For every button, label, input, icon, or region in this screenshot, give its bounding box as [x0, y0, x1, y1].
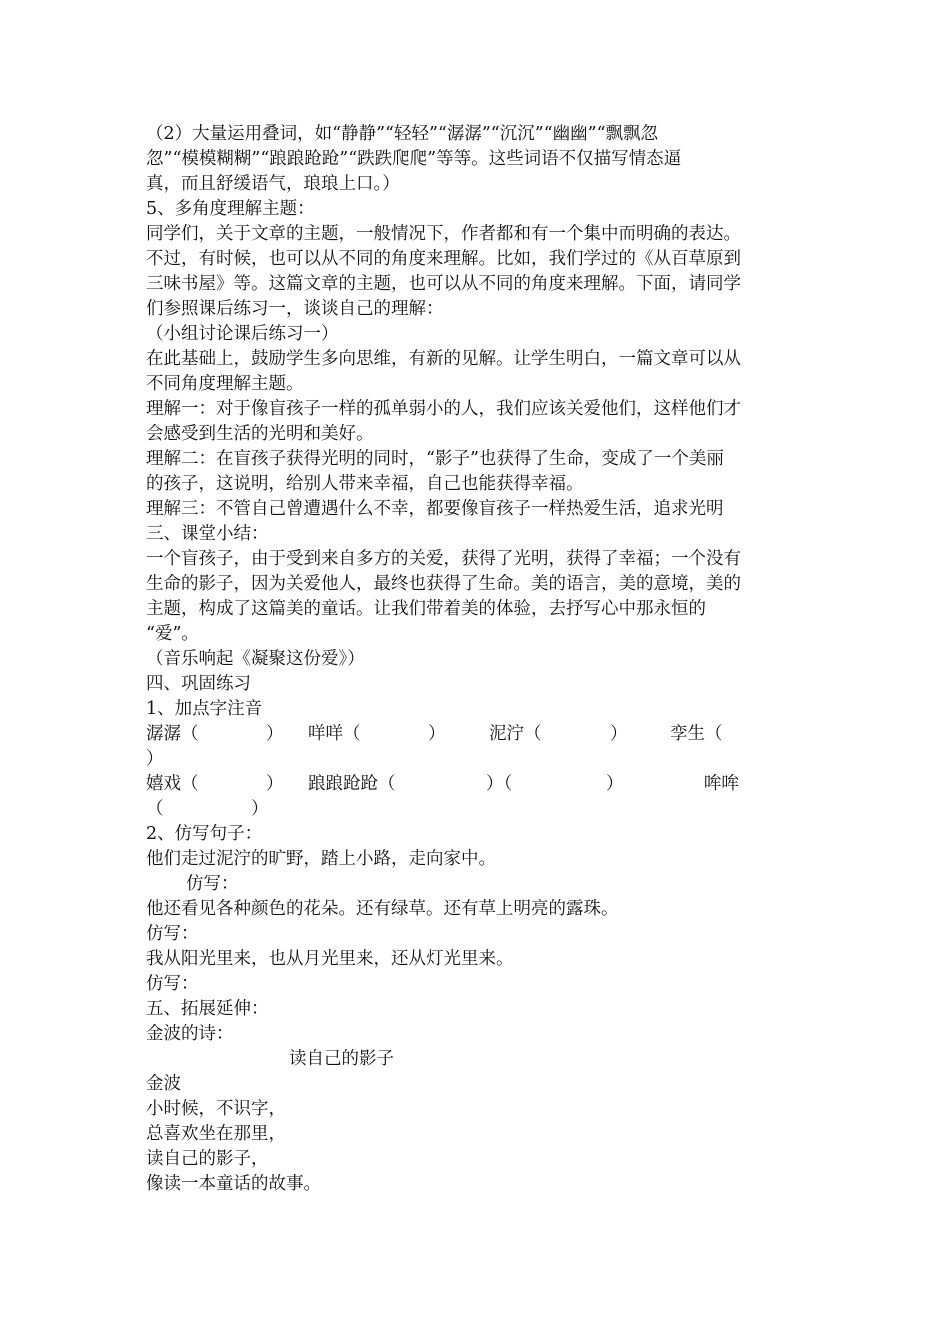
- body-text-3: [146, 897, 811, 1047]
- text-line: 三味书屋》等。这篇文章的主题，也可以从不同的角度来理解。下面，请同学: [146, 274, 741, 294]
- text-line: 1、加点字注音: [146, 699, 263, 719]
- text-line: 生命的影子，因为关爱他人，最终也获得了生命。美的语言，美的意境，美的: [146, 574, 741, 594]
- text-line: 三、课堂小结：: [146, 524, 269, 544]
- pinyin-blank-close: ）: [606, 774, 624, 794]
- text-line: 不过，有时候，也可以从不同的角度来理解。比如，我们学过的《从百草原到: [146, 249, 741, 269]
- text-line: 的孩子，这说明，给别人带来幸福，自己也能获得幸福。: [146, 474, 584, 494]
- pinyin-item: 踉踉跄跄（: [308, 774, 396, 794]
- pinyin-row-2: [146, 772, 811, 797]
- poem-line: 像读一本童话的故事。: [146, 1174, 321, 1194]
- poem-line: 读自己的影子，: [146, 1149, 269, 1169]
- pinyin-blank-close: ）: [266, 774, 284, 794]
- pinyin-row-2-wrap: （ ）: [146, 799, 269, 819]
- body-text-2: [146, 822, 811, 872]
- poem-line: 小时候，不识字，: [146, 1099, 286, 1119]
- text-line: （音乐响起《凝聚这份爱》）: [146, 649, 365, 669]
- pinyin-blank-close: ）（: [486, 774, 513, 794]
- pinyin-item: 嬉戏（: [146, 774, 199, 794]
- fangxie-label: 仿写：: [186, 874, 239, 894]
- poem-line: 金波: [146, 1074, 181, 1094]
- pinyin-blank-close: ）: [266, 724, 284, 744]
- text-line: “爱”。: [146, 624, 199, 644]
- text-line: 们参照课后练习一，谈谈自己的理解：: [146, 299, 444, 319]
- text-line: 2、仿写句子：: [146, 824, 263, 844]
- text-line: 五、拓展延伸：: [146, 999, 269, 1019]
- poem-body: [146, 1072, 811, 1197]
- text-line: 忽”“模模糊糊”“踉踉跄跄”“跌跌爬爬”等等。这些词语不仅描写情态逼: [146, 149, 682, 169]
- text-line: 不同角度理解主题。: [146, 374, 304, 394]
- text-line: 仿写：: [146, 974, 199, 994]
- poem-title: 读自己的影子: [289, 1049, 394, 1069]
- text-line: 理解三：不管自己曾遭遇什么不幸，都要像盲孩子一样热爱生活，追求光明: [146, 499, 724, 519]
- text-line: 真，而且舒缓语气，琅琅上口。）: [146, 174, 400, 194]
- text-line: 仿写：: [146, 924, 199, 944]
- pinyin-item: 咩咩（: [308, 724, 361, 744]
- pinyin-item: 哞哞: [704, 774, 739, 794]
- text-line: 金波的诗：: [146, 1024, 234, 1044]
- text-line: （小组讨论课后练习一）: [146, 324, 339, 344]
- text-line: 四、巩固练习: [146, 674, 251, 694]
- text-line: 他们走过泥泞的旷野，踏上小路，走向家中。: [146, 849, 496, 869]
- body-text: [146, 122, 811, 722]
- text-line: 我从阳光里来，也从月光里来，还从灯光里来。: [146, 949, 514, 969]
- text-line: 理解一：对于像盲孩子一样的孤单弱小的人，我们应该关爱他们，这样他们才: [146, 399, 741, 419]
- pinyin-blank-close: ）: [428, 724, 446, 744]
- poem-line: 总喜欢坐在那里，: [146, 1124, 286, 1144]
- text-line: 会感受到生活的光明和美好。: [146, 424, 374, 444]
- pinyin-item: 潺潺（: [146, 724, 199, 744]
- pinyin-row-1-wrap: ）: [146, 749, 164, 769]
- document-page: [146, 122, 811, 1197]
- text-line: 主题，构成了这篇美的童话。让我们带着美的体验，去抒写心中那永恒的: [146, 599, 706, 619]
- pinyin-item: 孪生（: [670, 724, 723, 744]
- text-line: 他还看见各种颜色的花朵。还有绿草。还有草上明亮的露珠。: [146, 899, 619, 919]
- pinyin-blank-close: ）: [610, 724, 628, 744]
- text-line: 同学们，关于文章的主题，一般情况下，作者都和有一个集中而明确的表达。: [146, 224, 741, 244]
- pinyin-row-1: [146, 722, 811, 747]
- pinyin-item: 泥泞（: [489, 724, 542, 744]
- text-line: 5、多角度理解主题：: [146, 199, 315, 219]
- text-line: 在此基础上，鼓励学生多向思维，有新的见解。让学生明白，一篇文章可以从: [146, 349, 741, 369]
- text-line: （2）大量运用叠词，如“静静”“轻轻”“潺潺”“沉沉”“幽幽”“飘飘忽: [146, 124, 659, 144]
- text-line: 一个盲孩子，由于受到来自多方的关爱，获得了光明，获得了幸福；一个没有: [146, 549, 741, 569]
- text-line: 理解二：在盲孩子获得光明的同时，“影子”也获得了生命，变成了一个美丽: [146, 449, 724, 469]
